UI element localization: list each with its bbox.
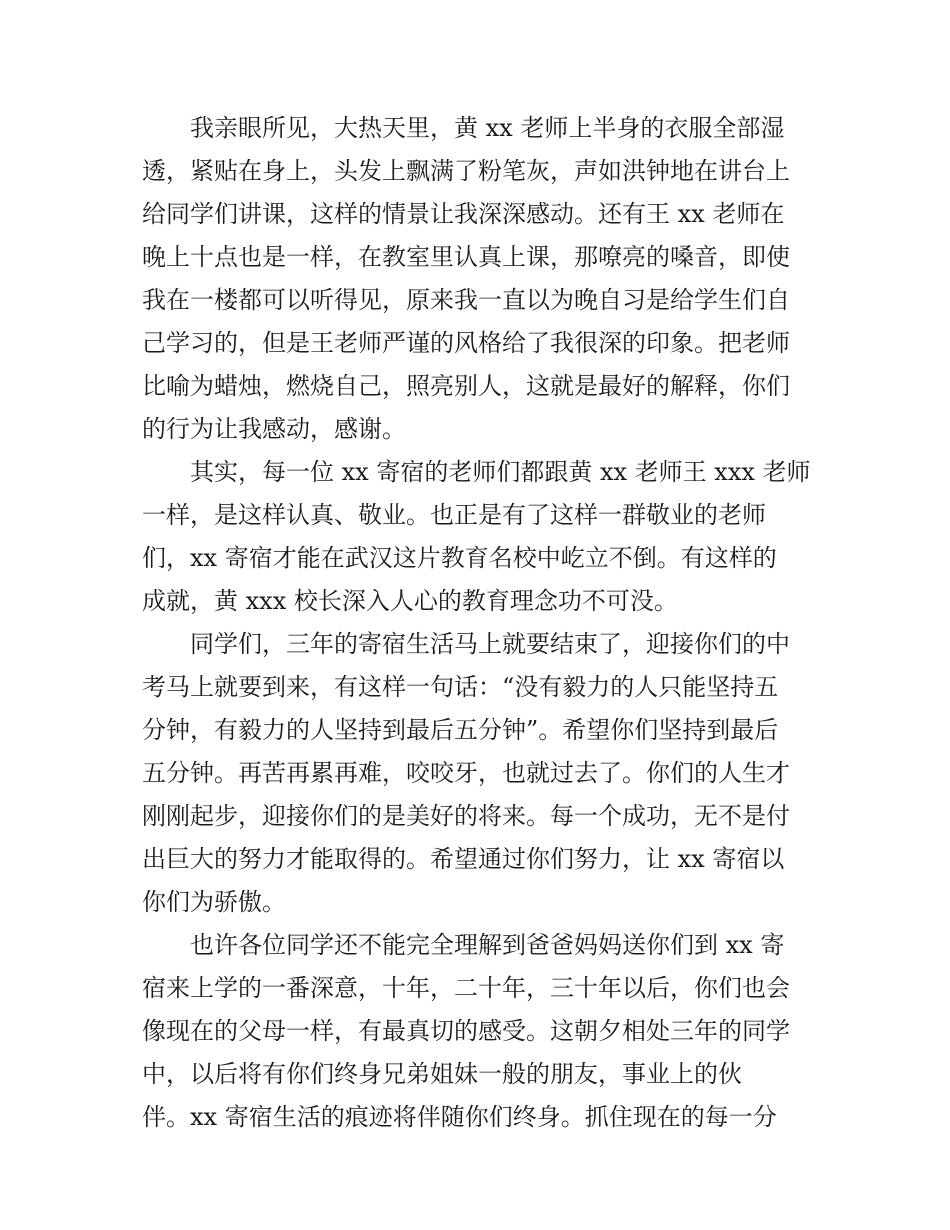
text-line: 比喻为蜡烛，燃烧自己，照亮别人，这就是最好的解释，你们: [142, 372, 790, 400]
text-line: 刚刚起步，迎接你们的是美好的将来。每一个成功，无不是付: [142, 802, 790, 830]
text-line: 出巨大的努力才能取得的。希望通过你们努力，让 xx 寄宿以: [142, 845, 785, 873]
document-body: [142, 107, 812, 1139]
text-line: 同学们，三年的寄宿生活马上就要结束了，迎接你们的中: [190, 630, 790, 658]
text-line: 透，紧贴在身上，头发上飘满了粉笔灰，声如洪钟地在讲台上: [142, 157, 790, 185]
text-line: 一样，是这样认真、敬业。也正是有了这样一群敬业的老师: [142, 501, 766, 529]
text-line: 也许各位同学还不能完全理解到爸爸妈妈送你们到 xx 寄: [190, 931, 785, 959]
text-line: 你们为骄傲。: [142, 888, 286, 916]
text-line: 中，以后将有你们终身兄弟姐妹一般的朋友，事业上的伙: [142, 1060, 742, 1088]
text-line: 像现在的父母一样，有最真切的感受。这朝夕相处三年的同学: [142, 1017, 790, 1045]
text-line: 晚上十点也是一样，在教室里认真上课，那嘹亮的嗓音，即使: [142, 243, 790, 271]
text-line: 的行为让我感动，感谢。: [142, 415, 406, 443]
text-line: 我亲眼所见，大热天里，黄 xx 老师上半身的衣服全部湿: [190, 114, 785, 142]
text-line: 给同学们讲课，这样的情景让我深深感动。还有王 xx 老师在: [142, 200, 785, 228]
paragraph: [142, 451, 812, 623]
text-line: 们，xx 寄宿才能在武汉这片教育名校中屹立不倒。有这样的: [142, 544, 777, 572]
text-line: 分钟，有毅力的人坚持到最后五分钟”。希望你们坚持到最后: [142, 716, 779, 744]
paragraph: [142, 623, 812, 924]
text-line: 己学习的，但是王老师严谨的风格给了我很深的印象。把老师: [142, 329, 790, 357]
paragraph: [142, 924, 812, 1139]
text-line: 宿来上学的一番深意，十年，二十年，三十年以后，你们也会: [142, 974, 790, 1002]
text-line: 五分钟。再苦再累再难，咬咬牙，也就过去了。你们的人生才: [142, 759, 790, 787]
text-line: 其实，每一位 xx 寄宿的老师们都跟黄 xx 老师王 xxx 老师: [190, 458, 811, 486]
text-line: 我在一楼都可以听得见，原来我一直以为晚自习是给学生们自: [142, 286, 790, 314]
text-line: 成就，黄 xxx 校长深入人心的教育理念功不可没。: [142, 587, 678, 615]
text-line: 伴。xx 寄宿生活的痕迹将伴随你们终身。抓住现在的每一分: [142, 1103, 777, 1131]
paragraph: [142, 107, 812, 451]
text-line: 考马上就要到来，有这样一句话：“没有毅力的人只能坚持五: [142, 673, 779, 701]
